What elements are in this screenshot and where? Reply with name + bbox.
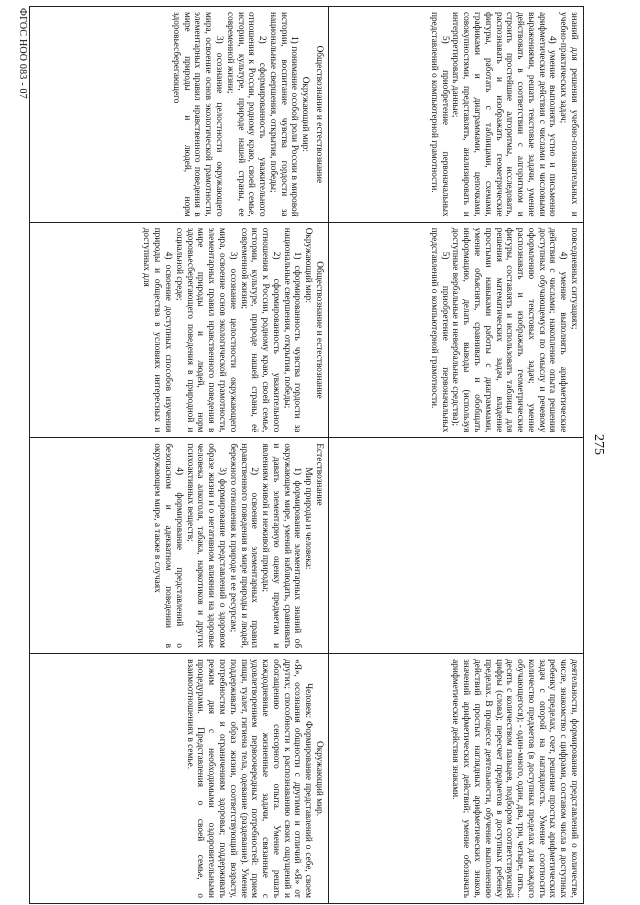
- subject-name: Окружающий мир:: [303, 227, 314, 303]
- cell-paragraph: 1) сформированность чувства гордости за национальные свершения, открытия, победы;: [281, 227, 303, 433]
- cell-top-3-empty: [329, 438, 584, 654]
- subject-name: Мир природы и человека:: [303, 467, 314, 570]
- cell-top-4: [329, 654, 584, 904]
- cell-paragraph: 5) приобретение первоначальных представлений о компьютерной грамотности.: [428, 12, 450, 217]
- cell-paragraph: 3) осознание целостности окружающего мира, освоение основ экологической грамотности, элементарных правил нравственного поведения в мире природы и людей, норм здоровьесберегающего: [170, 12, 224, 217]
- cell-paragraph: знаний для решения учебно-познавательных и учебно-практических задач;: [558, 12, 579, 217]
- standards-table: [29, 6, 584, 904]
- cell-top-1: [329, 7, 584, 223]
- table-row-top: [329, 7, 584, 904]
- page-number: 275: [591, 434, 606, 455]
- cell-paragraph: 2) сформированность уважительного отношения к России, родному краю, своей семье, истории, культуре, природе нашей страны, её современной жизни;: [238, 227, 281, 433]
- cell-bottom-1: [30, 7, 329, 223]
- cell-paragraph: Человек: Формирование представлений о себе, своем «Я», осознания общности с другими и отличий «Я» от других; способности к распознаванию своих ощущений и обогащению сенсорного опыта. Умение решать каждодневные жизненные задачи, связанные с удовлетворением первоочередных потребностей: прием пищи, туалет, гигиена тела, одевание (раздевание). Умение поддерживать образ жизни, соответствующий возрасту, потребностям и ограничениям здоровья; поддерживать режим дня с необходимыми оздоровительными процедурами. Представления о своей семье, о взаимоотношениях в семье.: [184, 659, 314, 898]
- cell-paragraph: 2) освоение элементарных правил нравственного поведения в мире природы и людей, бережного отношения к природе и ее ресурсам;: [227, 443, 260, 649]
- cell-paragraph: 4) освоение доступных способов изучения природы и общества в условиях интересных и доступных для: [141, 227, 174, 433]
- subject-name: Окружающий мир:: [300, 76, 311, 152]
- section-heading: Обществознание и естествознание: [314, 45, 324, 184]
- cell-bottom-3: [30, 438, 329, 654]
- cell-top-2: [329, 222, 584, 438]
- cell-bottom-2: [30, 222, 329, 438]
- cell-paragraph: 2) сформированность уважительного отношения к России, родному краю, своей семье, истории, культуре, природе нашей страны, ее современной жизни;: [224, 12, 268, 217]
- cell-paragraph: 4) формирование представлений о безопасном и адекватном поведении в окружающем мире, а также в случаях: [152, 443, 184, 649]
- section-heading: Естествознание: [314, 443, 324, 506]
- cell-paragraph: 5) приобретение первоначальных представлений о компьютерной грамотности.: [428, 227, 450, 433]
- section-heading: Обществознание и естествознание: [314, 261, 324, 399]
- document-footer: ФГОС НОО 083 - 07: [17, 8, 28, 99]
- table-row-bottom: [30, 7, 329, 904]
- subject-name: Окружающий мир.: [314, 741, 324, 817]
- cell-paragraph: 3) формирование представлений о здоровом образе жизни и о негативном влиянии на здоровье человека алкоголя, табака, наркотиков и других психоактивных веществ;: [184, 443, 227, 649]
- cell-paragraph: 1) понимание особой роли России в мировой истории, воспитание чувства гордости за национальные свершения, открытия, победы;: [267, 12, 300, 217]
- cell-paragraph: повседневных ситуациях;: [569, 227, 579, 330]
- cell-paragraph: 4) умение выполнять устно и письменно арифметические действия с числами и числовыми выражениями, решать текстовые задачи, умение действовать в соответствии с алгоритмом и строить простейшие алгоритмы, исследовать, распознавать и изображать геометрические фигуры, работать с таблицами, схемами, графиками и диаграммами, цепочками, совокупностями, представлять, анализировать и интерпретировать данные;: [450, 12, 558, 217]
- cell-paragraph: 3) осознание целостности окружающего мира, освоение основ экологической грамотности, элементарных правил нравственного поведения в мире природы и людей, норм здоровьесберегающего поведения в природной и социальной среде;: [173, 227, 238, 433]
- cell-paragraph: 1) формирование элементарных знаний об окружающем мире, умений наблюдать, сравнивать и давать элементарную оценку предметам и явлениям живой и неживой природы;: [260, 443, 303, 649]
- cell-bottom-4: [30, 654, 329, 904]
- cell-paragraph: деятельности, формирование представлений о количестве, числе, знакомство с цифрами, составом числа в доступных ребенку пределах, счет, решение простых арифметических задач с опорой на наглядность. Умение соотносить количество предметов (в доступных пределах для каждого обучающегося); - один-много, один, два, три, четыре, пять... десять с количеством пальцев, подбором соответствующей цифры (слова); пересчет предметов в доступных ребенку пределах. В процессе деятельности, обучение выполнению действий простых наглядных арифметических знаков, значений арифметических действий; умение обозначать арифметические действия знаками.: [450, 659, 579, 898]
- cell-paragraph: 4) умение выполнять арифметические действия с числами; накопление опыта решения доступных обучающемуся по смыслу и речевому оформлению текстовых задач; умение распознавать и изображать геометрические фигуры, составлять и использовать таблицы для решения математических задач, владение простыми навыками работы с диаграммами, умение объяснять, сравнивать и обобщать информацию, делать выводы (используя доступные вербальные и невербальные средства);: [450, 227, 569, 433]
